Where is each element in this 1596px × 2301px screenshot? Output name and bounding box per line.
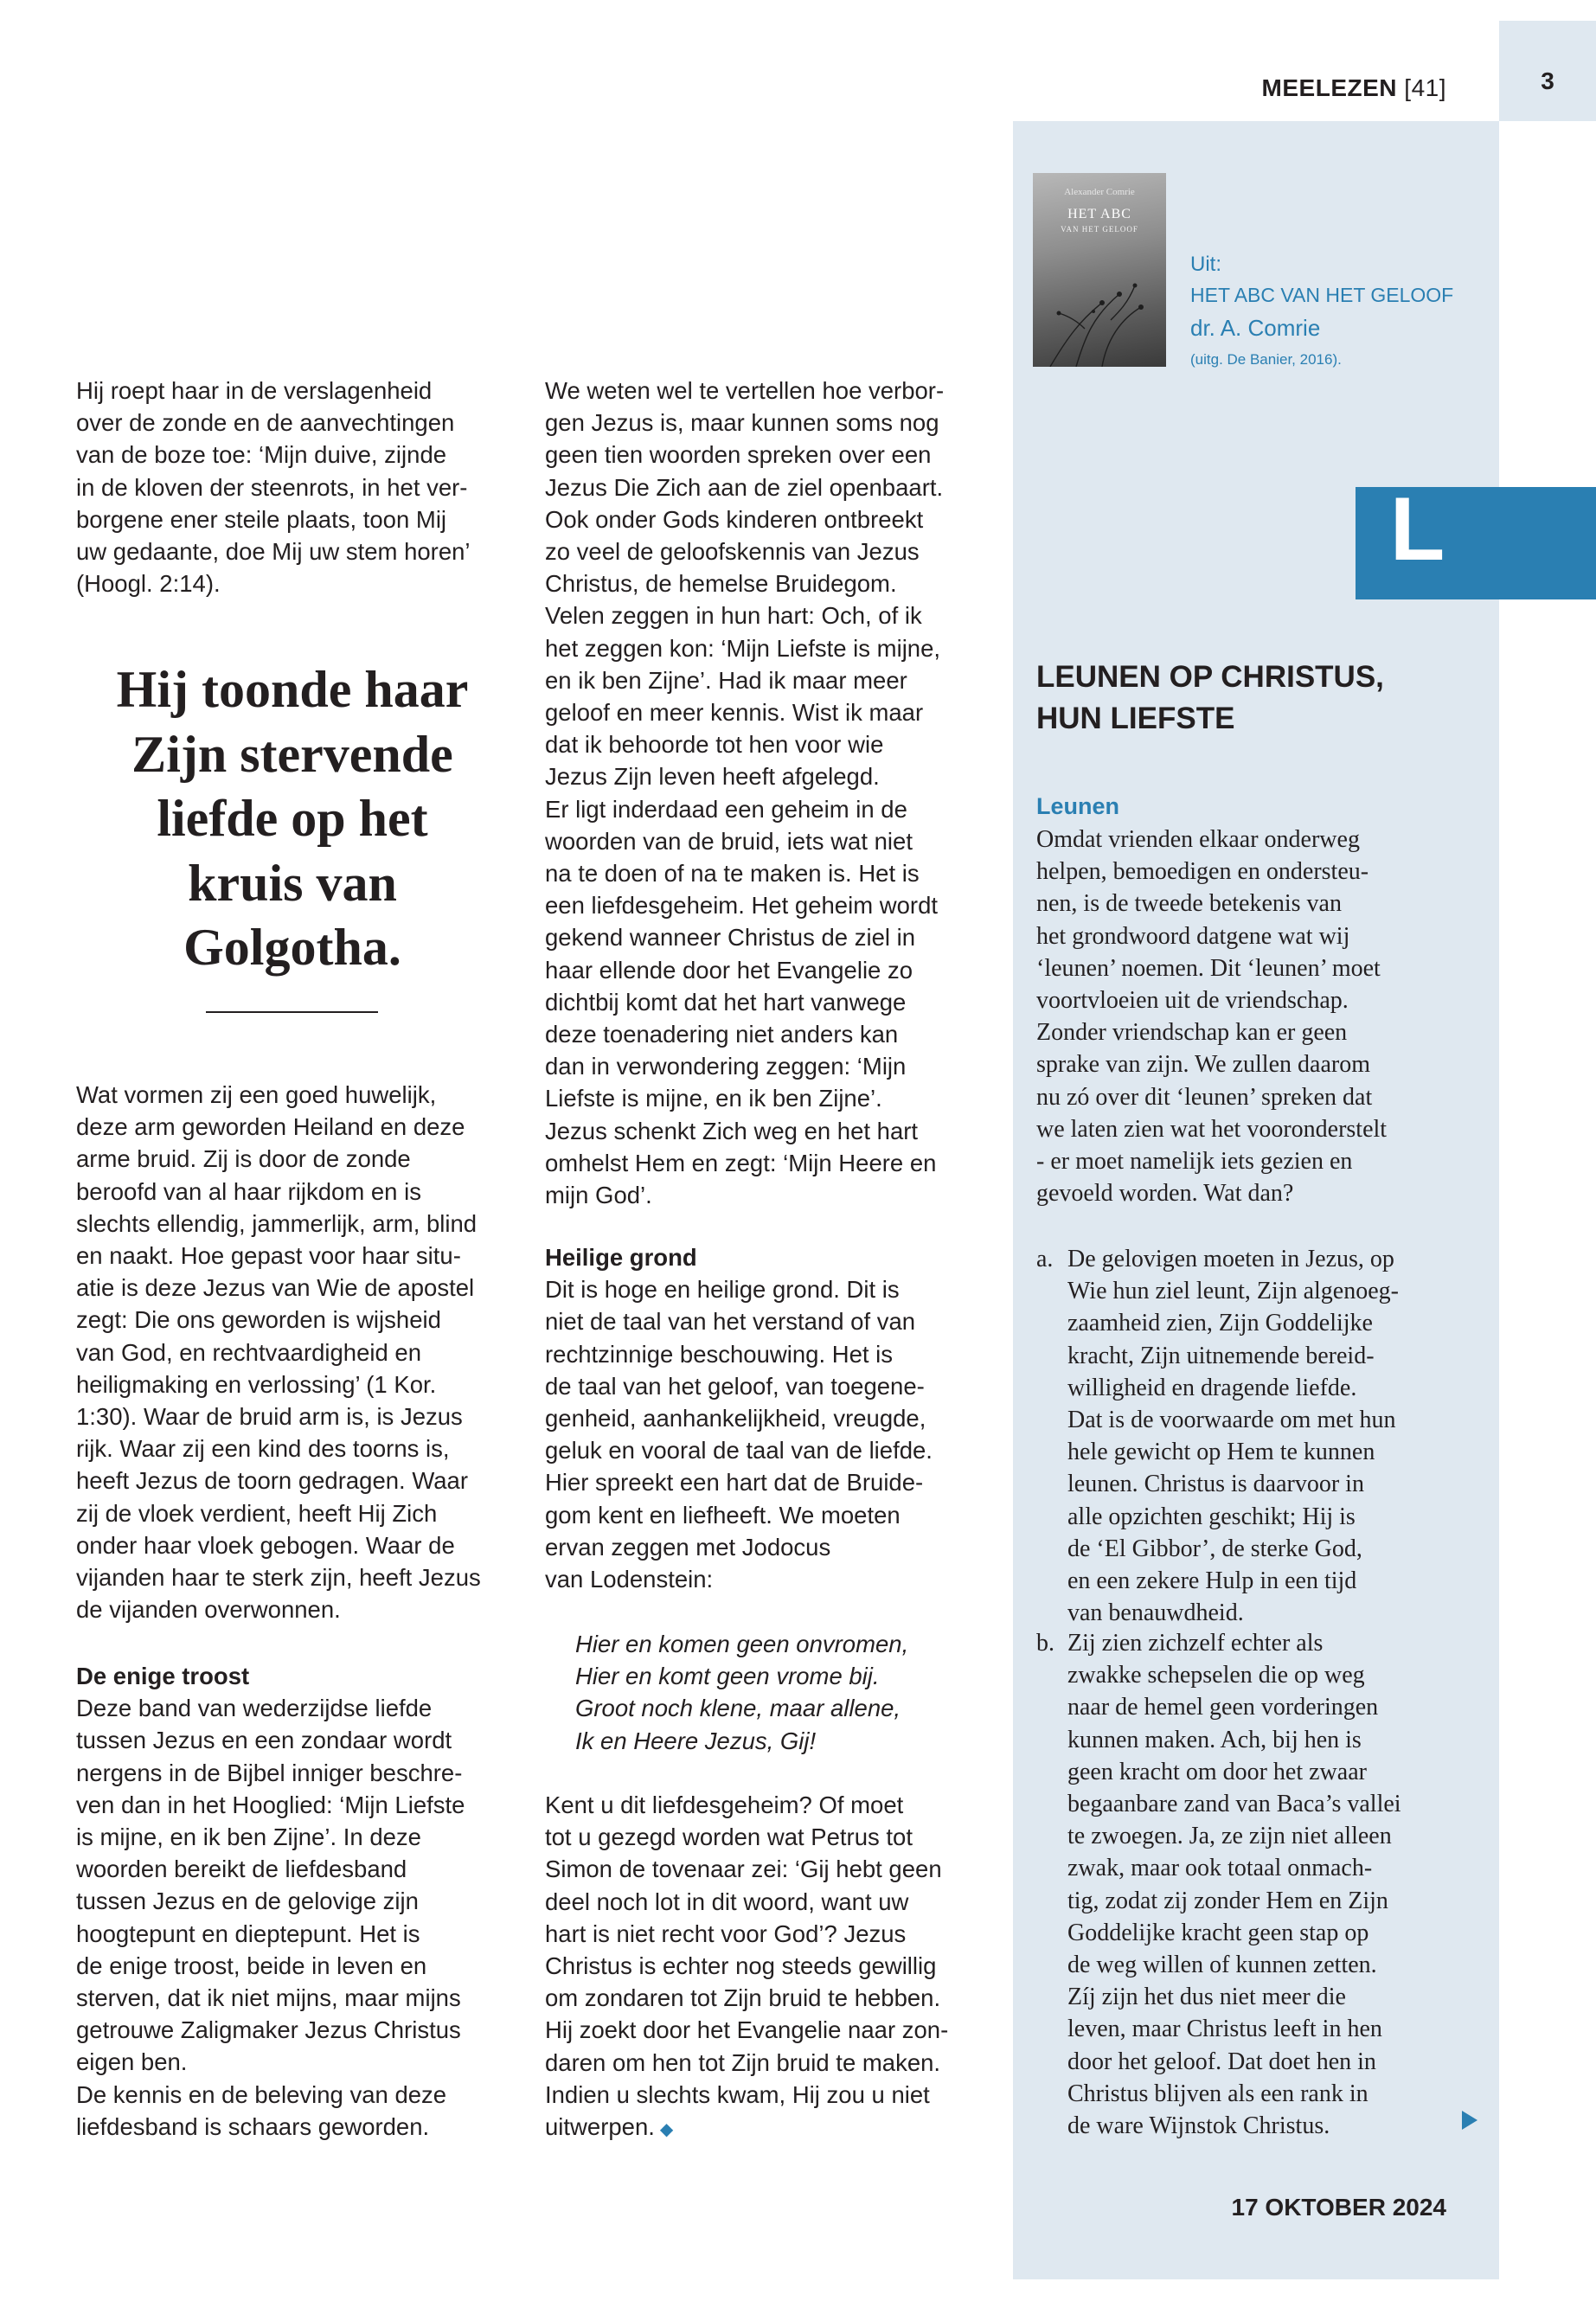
text-line: niet de taal van het verstand of van: [545, 1308, 916, 1336]
text-line: Dit is hoge en heilige grond. Dit is: [545, 1276, 900, 1304]
text-line: slechts ellendig, jammerlijk, arm, blind: [76, 1209, 478, 1237]
text-line: Ook onder Gods kinderen ontbreekt: [545, 505, 924, 533]
text-line: heeft Jezus de toorn gedragen. Waar: [76, 1467, 469, 1495]
text-line: rijk. Waar zij een kind des toorns is,: [76, 1435, 450, 1463]
text-line: Hij zoekt door het Evangelie naar zon-: [545, 2016, 949, 2044]
last-line: uitwerpen.: [545, 2113, 655, 2141]
col2-paragraph-3: [545, 1789, 986, 2146]
col1-section-de-enige-troost: [76, 1660, 517, 2143]
text-line: arme bruid. Zij is door de zonde: [76, 1145, 411, 1173]
sidebar-heading: [1036, 657, 1486, 740]
source-label: Uit:: [1190, 253, 1221, 276]
page-number: 3: [1541, 67, 1554, 94]
pull-quote-line: Golgotha.: [183, 919, 401, 976]
text-line: (Hoogl. 2:14).: [76, 570, 221, 598]
book-publisher: (uitg. De Banier, 2016).: [1190, 351, 1342, 368]
sidebar-subheading: Leunen: [1036, 793, 1120, 819]
text-line: geen kracht om door het zwaar: [1067, 1758, 1367, 1785]
text-line: naar de hemel geen vorderingen: [1067, 1694, 1379, 1721]
list-marker: b.: [1036, 1630, 1054, 1657]
issue-number: [41]: [1404, 74, 1446, 101]
text-line: rechtzinnige beschouwing. Het is: [545, 1340, 894, 1368]
text-line: de vijanden overwonnen.: [76, 1596, 341, 1624]
text-line: en een zekere Hulp in een tijd: [1067, 1567, 1357, 1595]
text-line: omhelst Hem en zegt: ‘Mijn Heere en: [545, 1149, 937, 1176]
text-line: Jezus schenkt Zich weg en het hart: [545, 1117, 919, 1144]
text-line: sprake van zijn. We zullen daarom: [1036, 1051, 1370, 1079]
text-line: helpen, bemoedigen en ondersteu-: [1036, 858, 1369, 886]
text-line: vijanden haar te sterk zijn, heeft Jezus: [76, 1564, 481, 1592]
text-line: gen Jezus is, maar kunnen soms nog: [545, 409, 939, 437]
col1-paragraph-2: [76, 1079, 517, 1625]
text-line: zij de vloek verdient, heeft Hij Zich: [76, 1499, 438, 1527]
text-line: - er moet namelijk iets gezien en: [1036, 1148, 1353, 1176]
text-line: heiligmaking en verlossing’ (1 Kor.: [76, 1370, 437, 1398]
section-title: MEELEZEN: [1261, 74, 1398, 101]
text-line: atie is deze Jezus van Wie de apostel: [76, 1274, 475, 1302]
text-line: begaanbare zand van Baca’s vallei: [1067, 1791, 1401, 1818]
col1-paragraph-1: [76, 375, 517, 599]
pull-quote-line: liefde op het: [157, 790, 428, 847]
text-line: de ware Wijnstok Christus.: [1067, 2112, 1330, 2140]
text-line: nen, is de tweede betekenis van: [1036, 890, 1342, 918]
text-line: beroofd van al haar rijkdom en is: [76, 1177, 421, 1205]
text-line: Hij roept haar in de verslagenheid: [76, 377, 433, 404]
text-line: tussen Jezus en een zondaar wordt: [76, 1727, 452, 1754]
text-line: haar ellende door het Evangelie zo: [545, 956, 913, 984]
text-line: geloof en meer kennis. Wist ik maar: [545, 699, 924, 727]
text-line: onder haar vloek gebogen. Waar de: [76, 1531, 455, 1559]
text-line: alle opzichten geschikt; Hij is: [1067, 1503, 1356, 1530]
text-line: We weten wel te vertellen hoe verbor-: [545, 377, 945, 404]
text-line: van God, en rechtvaardigheid en: [76, 1338, 422, 1366]
list-item-text: [1067, 1627, 1401, 2142]
text-line: 1:30). Waar de bruid arm is, is Jezus: [76, 1403, 463, 1431]
text-line: uw gedaante, doe Mij uw stem horen’: [76, 538, 471, 566]
poem-line: Groot noch klene, maar allene,: [575, 1695, 901, 1722]
sidebar-heading-line: LEUNEN OP CHRISTUS,: [1036, 660, 1384, 694]
text-line: na te doen of na te maken is. Het is: [545, 860, 920, 888]
text-line: deze arm geworden Heiland en deze: [76, 1113, 465, 1141]
text-line: is mijne, en ik ben Zijne’. In deze: [76, 1823, 421, 1851]
poem-line: Hier en komen geen onvromen,: [575, 1631, 909, 1657]
cover-author: Alexander Comrie: [1064, 187, 1135, 197]
text-line: Velen zeggen in hun hart: Och, of ik: [545, 602, 922, 630]
text-line: een liefdesgeheim. Het geheim wordt: [545, 892, 939, 920]
text-line: hoogtepunt en dieptepunt. Het is: [76, 1920, 420, 1947]
text-line: woorden bereikt de liefdesband: [76, 1856, 407, 1883]
text-line: te zwoegen. Ja, ze zijn niet alleen: [1067, 1823, 1392, 1850]
text-line: kracht, Zijn uitnemende bereid-: [1067, 1342, 1375, 1369]
continue-arrow-icon: [1462, 2111, 1477, 2130]
text-line: hart is niet recht voor God’? Jezus: [545, 1920, 907, 1947]
text-line: over de zonde en de aanvechtingen: [76, 409, 455, 437]
pull-quote-line: kruis van: [188, 854, 397, 912]
text-line: deze toenadering niet anders kan: [545, 1021, 899, 1048]
issue-date: 17 OKTOBER 2024: [1231, 2194, 1446, 2221]
poem-line: Hier en komt geen vrome bij.: [575, 1663, 880, 1690]
text-line: voortvloeien uit de vriendschap.: [1036, 987, 1349, 1015]
subheading: Heilige grond: [545, 1244, 697, 1271]
text-line: leunen. Christus is daarvoor in: [1067, 1471, 1364, 1498]
text-line: de enige troost, beide in leven en: [76, 1952, 427, 1979]
book-title: HET ABC VAN HET GELOOF: [1190, 284, 1454, 306]
cover-title: HET ABC: [1067, 207, 1131, 221]
text-line: Wie hun ziel leunt, Zijn algenoeg-: [1067, 1278, 1399, 1305]
text-line: Christus blijven als een rank in: [1067, 2080, 1368, 2107]
text-line: daren om hen tot Zijn bruid te maken.: [545, 2048, 941, 2076]
text-line: Christus is echter nog steeds gewillig: [545, 1952, 937, 1980]
text-line: tussen Jezus en de gelovige zijn: [76, 1888, 419, 1915]
text-line: willigheid en dragende liefde.: [1067, 1374, 1357, 1401]
pull-quote: [76, 657, 509, 980]
text-line: de weg willen of kunnen zetten.: [1067, 1952, 1377, 1979]
list-item-text: [1067, 1243, 1399, 1629]
section-letter: L: [1389, 479, 1445, 580]
text-line: van Lodenstein:: [545, 1566, 714, 1593]
poem-line: Ik en Heere Jezus, Gij!: [575, 1727, 817, 1754]
text-line: De kennis en de beleving van deze: [76, 2080, 447, 2108]
poem: [575, 1628, 908, 1757]
text-line: dat ik behoorde tot hen voor wie: [545, 731, 884, 759]
text-line: Wat vormen zij een goed huwelijk,: [76, 1081, 437, 1108]
text-line: ervan zeggen met Jodocus: [545, 1533, 831, 1561]
text-line: zaamheid zien, Zijn Goddelijke: [1067, 1310, 1373, 1337]
text-line: Hier spreekt een hart dat de Bruide-: [545, 1469, 924, 1497]
text-line: borgene ener steile plaats, toon Mij: [76, 505, 447, 533]
pull-quote-line: Zijn stervende: [131, 725, 453, 783]
text-line: zegt: Die ons geworden is wijsheid: [76, 1306, 441, 1334]
text-line: de taal van het geloof, van toegene-: [545, 1372, 925, 1400]
text-line: Goddelijke kracht geen stap op: [1067, 1919, 1369, 1946]
text-line: leven, maar Christus leeft in hen: [1067, 2016, 1382, 2043]
text-line: Simon de tovenaar zei: ‘Gij hebt geen: [545, 1856, 942, 1883]
text-line: Omdat vrienden elkaar onderweg: [1036, 826, 1360, 853]
text-line: Jezus Die Zich aan de ziel openbaart.: [545, 473, 944, 501]
text-line: geen tien woorden spreken over een: [545, 441, 932, 469]
text-line: we laten zien wat het vooronderstelt: [1036, 1115, 1388, 1143]
text-line: Er ligt inderdaad een geheim in de: [545, 795, 907, 823]
text-line: tig, zodat zij zonder Hem en Zijn: [1067, 1887, 1388, 1914]
text-line: getrouwe Zaligmaker Jezus Christus: [76, 2016, 461, 2044]
text-line: en naakt. Hoe gepast voor haar situ-: [76, 1242, 461, 1270]
text-line: sterven, dat ik niet mijns, maar mijns: [76, 1984, 461, 2012]
text-line: Liefste is mijne, en ik ben Zijne’.: [545, 1085, 882, 1112]
text-line: in de kloven der steenrots, in het ver-: [76, 473, 468, 501]
pull-quote-line: Hij toonde haar: [116, 661, 469, 718]
cover-subtitle: VAN HET GELOOF: [1061, 225, 1138, 234]
text-line: door het geloof. Dat doet hen in: [1067, 2048, 1376, 2075]
book-cover: [1033, 173, 1166, 367]
text-line: Indien u slechts kwam, Hij zou u niet: [545, 2080, 930, 2108]
text-line: Deze band van wederzijdse liefde: [76, 1695, 433, 1722]
text-line: Zij zien zichzelf echter als: [1067, 1630, 1324, 1657]
text-line: eigen ben.: [76, 2048, 188, 2076]
list-marker: a.: [1036, 1246, 1054, 1272]
text-line: nergens in de Bijbel inniger beschre-: [76, 1759, 463, 1786]
text-line: gevoeld worden. Wat dan?: [1036, 1180, 1294, 1208]
text-line: zwak, maar ook totaal onmach-: [1067, 1855, 1373, 1882]
text-line: het zeggen kon: ‘Mijn Liefste is mijne,: [545, 634, 941, 662]
col2-section-heilige-grond: [545, 1241, 986, 1595]
pull-quote-rule: [206, 1011, 378, 1013]
text-line: Kent u dit liefdesgeheim? Of moet: [545, 1791, 904, 1818]
text-line: ‘leunen’ noemen. Dit ‘leunen’ moet: [1036, 954, 1381, 982]
text-line: liefdesband is schaars geworden.: [76, 2112, 430, 2140]
text-line: Dat is de voorwaarde om met hun: [1067, 1407, 1396, 1434]
text-line: Christus, de hemelse Bruidegom.: [545, 570, 897, 598]
section-header: [1125, 76, 1446, 100]
cover-plant-illustration: [1033, 234, 1166, 367]
text-line: van de boze toe: ‘Mijn duive, zijnde: [76, 441, 447, 469]
text-line: Zonder vriendschap kan er geen: [1036, 1019, 1348, 1047]
text-line: De gelovigen moeten in Jezus, op: [1067, 1246, 1394, 1272]
text-line: hele gewicht op Hem te kunnen: [1067, 1439, 1375, 1466]
text-line: gom kent en liefheeft. We moeten: [545, 1501, 901, 1529]
text-line: dichtbij komt dat het hart vanwege: [545, 988, 907, 1016]
text-line: zwakke schepselen die op weg: [1067, 1662, 1365, 1689]
end-diamond-icon: ◆: [659, 2120, 674, 2140]
text-line: ven dan in het Hooglied: ‘Mijn Liefste: [76, 1791, 465, 1818]
text-line: [545, 2111, 986, 2146]
text-line: woorden van de bruid, iets wat niet: [545, 827, 913, 855]
text-line: Jezus Zijn leven heeft afgelegd.: [545, 763, 880, 791]
text-line: zo veel de geloofskennis van Jezus: [545, 538, 920, 566]
text-line: de ‘El Gibbor’, de sterke God,: [1067, 1535, 1362, 1562]
text-line: mijn God’.: [545, 1182, 652, 1209]
text-line: en ik ben Zijne’. Had ik maar meer: [545, 666, 907, 694]
text-line: Zíj zijn het dus niet meer die: [1067, 1984, 1346, 2011]
text-line: nu zó over dit ‘leunen’ spreken dat: [1036, 1083, 1373, 1111]
sidebar-intro: [1036, 824, 1486, 1209]
text-line: van benauwdheid.: [1067, 1599, 1244, 1627]
text-line: deel noch lot in dit woord, want uw: [545, 1888, 909, 1915]
text-line: gekend wanneer Christus de ziel in: [545, 924, 916, 952]
book-author: dr. A. Comrie: [1190, 315, 1321, 341]
text-line: tot u gezegd worden wat Petrus tot: [545, 1823, 913, 1851]
text-line: genheid, aanhankelijkheid, vreugde,: [545, 1405, 926, 1433]
col2-paragraph-1: [545, 375, 986, 1211]
text-line: geluk en vooral de taal van de liefde.: [545, 1437, 933, 1465]
text-line: het grondwoord datgene wat wij: [1036, 922, 1350, 950]
text-line: kunnen maken. Ach, bij hen is: [1067, 1726, 1362, 1753]
text-line: dan in verwondering zeggen: ‘Mijn: [545, 1053, 907, 1080]
subheading: De enige troost: [76, 1663, 250, 1689]
sidebar-heading-line: HUN LIEFSTE: [1036, 702, 1235, 735]
text-line: om zondaren tot Zijn bruid te hebben.: [545, 1984, 941, 2012]
